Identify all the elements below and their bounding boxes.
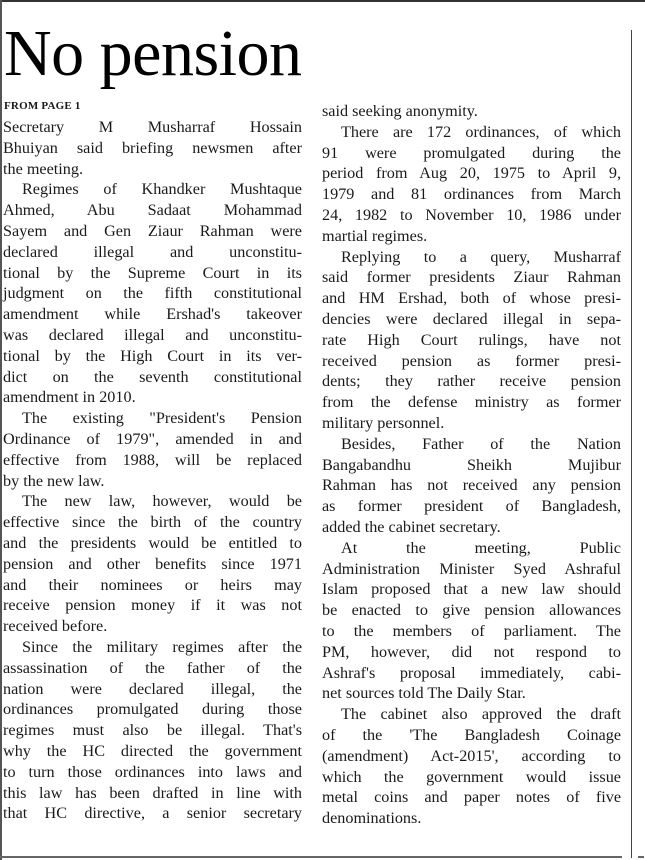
article-text-line: 24, 1982 to November 10, 1986 under [322,205,621,224]
article-paragraph [322,704,621,829]
article-text-line: and their nominees or heirs may [3,575,302,594]
article-text-line: 91 were promulgated during the [322,143,621,162]
article-text-line: and HM Ershad, both of whose presi- [322,289,621,308]
article-text-line: Rahman has not received any pension [322,476,621,495]
article-text-line: added the cabinet secretary. [322,517,501,536]
article-paragraph [322,434,621,538]
article-text-line: Ahmed, Abu Sadaat Mohammad [3,201,302,220]
article-text-line: Administration Minister Syed Ashraful [322,559,621,578]
headline: No pension [4,17,302,90]
article-column-2 [322,101,621,829]
article-text-line: as former president of Bangladesh, [322,497,621,516]
article-text-line: At the meeting, Public [341,538,621,557]
article-text-line: (amendment) Act-2015', according to [322,746,621,765]
article-text-line: said seeking anonymity. [322,102,478,120]
article-text-line: Ordinance of 1979", amended in and [3,429,302,448]
article-text-line: ordinances promulgated during those [3,700,302,719]
article-paragraph [322,122,621,247]
article-text-line: amendment while Ershad's takeover [3,305,302,324]
article-text-line: The existing "President's Pension [22,409,302,428]
article-text-line: 1979 and 81 ordinances from March [322,185,621,204]
article-text-line: The cabinet also approved the draft [341,705,621,724]
article-text-line: Besides, Father of the Nation [341,434,621,453]
article-text-line: declared illegal and unconstitu- [3,242,302,261]
article-text-line: The new law, however, would be [22,492,302,511]
article-text-line: martial regimes. [322,226,428,245]
article-text-line: Sayem and Gen Ziaur Rahman were [3,221,302,240]
article-text-line: regimes must also be illegal. That's [3,721,302,740]
article-column-1 [3,117,302,824]
article-text-line: Islam proposed that a new law should [322,580,621,599]
article-text-line: why the HC directed the government [3,741,302,760]
article-text-line: military personnel. [322,413,445,432]
article-text-line: was declared illegal and unconstitu- [3,325,302,344]
article-text-line: tional by the High Court in its ver- [3,346,302,365]
column-divider-rule [631,30,632,858]
article-text-line: that HC directive, a senior secretary [3,804,302,823]
article-text-line: which the government would issue [322,767,621,786]
article-text-line: metal coins and paper notes of five [322,788,621,807]
continuation-kicker: FROM PAGE 1 [4,100,81,112]
article-paragraph [322,247,621,434]
article-text-line: and the presidents would be entitled to [3,533,302,552]
article-paragraph [322,101,621,122]
left-rule [0,0,2,860]
article-text-line: by the new law. [3,471,105,490]
article-text-line: Replying to a query, Musharraf [341,247,621,266]
article-text-line: receive pension money if it was not [3,596,302,615]
article-text-line: Since the military regimes after the [22,637,302,656]
bottom-rule-fragment [638,856,644,858]
article-text-line: dents; they rather receive pension [322,372,621,391]
article-text-line: PM, however, did not respond to [322,642,621,661]
article-paragraph [3,491,302,637]
article-text-line: net sources told The Daily Star. [322,684,526,703]
article-paragraph [3,637,302,824]
article-text-line: assassination of the father of the [3,658,302,677]
article-text-line: tional by the Supreme Court in its [3,263,302,282]
article-text-line: nation were declared illegal, the [3,679,302,698]
article-text-line: pension and other benefits since 1971 [3,554,302,573]
article-text-line: effective from 1988, will be replaced [3,450,302,469]
article-text-line: received pension as former presi- [322,351,621,370]
article-paragraph [322,538,621,704]
article-text-line: rate High Court rulings, have not [322,330,621,349]
article-text-line: judgment on the fifth constitutional [3,284,302,303]
article-text-line: Bangabandhu Sheikh Mujibur [322,455,621,474]
bottom-rule [0,856,622,858]
article-text-line: denominations. [322,809,422,828]
article-text-line: received before. [3,617,108,636]
article-text-line: effective since the birth of the country [3,513,302,532]
article-text-line: Ashraf's proposal immediately, cabi- [322,663,621,682]
article-paragraph [3,408,302,491]
article-text-line: Regimes of Khandker Mushtaque [22,180,302,199]
article-text-line: this law has been drafted in line with [3,783,302,802]
article-text-line: dict on the seventh constitutional [3,367,302,386]
article-text-line: period from Aug 20, 1975 to April 9, [322,164,621,183]
article-text-line: dencies were declared illegal in sepa- [322,309,621,328]
article-text-line: There are 172 ordinances, of which [341,122,621,141]
article-text-line: amendment in 2010. [3,388,136,407]
article-paragraph [3,179,302,408]
article-text-line: from the defense ministry as former [322,393,621,412]
article-text-line: the meeting. [3,159,84,178]
article-text-line: Secretary M Musharraf Hossain [3,118,302,136]
article-paragraph [3,117,302,179]
article-text-line: to turn those ordinances into laws and [3,762,302,781]
article-text-line: Bhuiyan said briefing newsmen after [3,138,302,157]
article-text-line: to the members of parliament. The [322,621,621,640]
top-rule [0,0,645,2]
article-text-line: said former presidents Ziaur Rahman [322,268,621,287]
article-text-line: of the 'The Bangladesh Coinage [322,725,621,744]
article-text-line: be enacted to give pension allowances [322,601,621,620]
